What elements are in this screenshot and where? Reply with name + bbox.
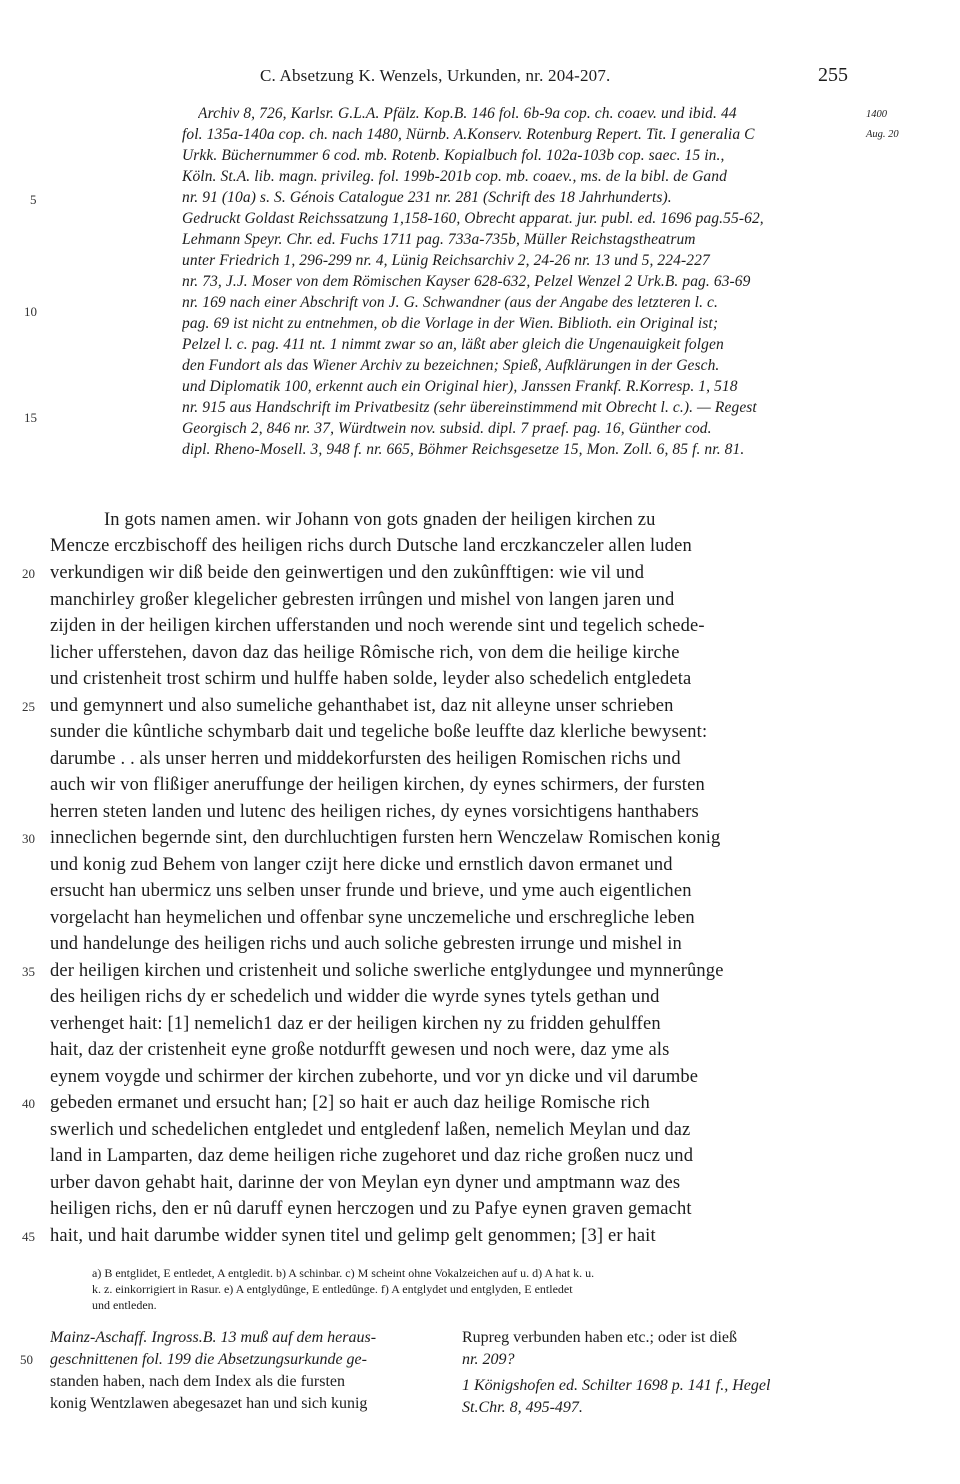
text-line: auch wir von flißiger aneruffunge der heiligen kirchen, dy eynes schirmers, der fursten (50, 775, 705, 795)
footnote-line: a) B entglidet, E entledet, A entgledit. b) A schinbar. c) M scheint ohne Vokalzeichen auf u. d) A hat k. u. (92, 1266, 595, 1280)
text-line: und gemynnert und also sumeliche gehanthabet ist, daz nit alleyne unser schrieben (50, 696, 674, 716)
source-line: den Fundort als das Wiener Archiv zu bezeichnen; Spieß, Aufklärungen in der Gesch. (182, 357, 720, 374)
note-line: Rupreg verbunden haben etc.; oder ist dieß (462, 1329, 738, 1346)
source-line: unter Friedrich 1, 296-299 nr. 4, Lünig Reichsarchiv 2, 24-26 nr. 13 und 5, 224-227 (182, 252, 710, 269)
text-line: verkundigen wir diß beide den geinwertigen und den zukûnfftigen: wie vil und (50, 563, 645, 583)
text-line: sunder die kûntliche schymbarb dait und tegeliche boße leuffte daz klerliche bewysent: (50, 722, 708, 742)
text-line: Mencze erczbischoff des heiligen richs durch Dutsche land erczkanczeler allen luden (50, 536, 692, 556)
source-line: und Diplomatik 100, erkennt auch ein Original hier), Janssen Frankf. R.Korresp. 1, 518 (182, 378, 738, 395)
text-line: swerlich und schedelichen entgledet und entgledenf laßen, nemelich Meylan und daz (50, 1120, 691, 1140)
footnote-line: 1 Königshofen ed. Schilter 1698 p. 141 f., Hegel (462, 1377, 771, 1394)
note-line: nr. 209? (462, 1351, 515, 1368)
text-line: des heiligen richs dy er schedelich und widder die wyrde synes tytels gethan und (50, 987, 660, 1007)
text-line: land in Lamparten, daz deme heiligen riche zugehoret und daz riche großen nucz und (50, 1146, 694, 1166)
margin-date-day: Aug. 20 (866, 129, 899, 140)
source-line: Georgisch 2, 846 nr. 37, Würdtwein nov. subsid. dipl. 7 praef. pag. 16, Günther cod. (182, 420, 712, 437)
text-line: In gots namen amen. wir Johann von gots gnaden der heiligen kirchen zu (104, 510, 656, 530)
line-number: 25 (22, 699, 35, 714)
source-line: dipl. Rheno-Mosell. 3, 948 f. nr. 665, Böhmer Reichsgesetze 15, Mon. Zoll. 6, 85 f. nr. 81. (182, 441, 745, 458)
line-number: 40 (22, 1096, 35, 1111)
text-line: vorgelacht han heymelichen und offenbar syne unczemeliche und erschregliche leben (50, 908, 695, 928)
line-number: 15 (24, 410, 37, 425)
text-line: darumbe . . als unser herren und middekorfursten des heiligen Romischen richs und (50, 749, 681, 769)
text-line: gebeden ermanet und ersucht han; [2] so hait er auch daz heilige Romische rich (50, 1093, 650, 1113)
source-line: Pelzel l. c. pag. 411 nt. 1 nimmt zwar so an, läßt aber gleich die Ungenauigkeit folgen (182, 336, 724, 353)
source-line: Gedruckt Goldast Reichssatzung 1,158-160, Obrecht apparat. jur. publ. ed. 1696 pag.55-62, (182, 210, 764, 227)
source-line: nr. 73, J.J. Moser von dem Römischen Kayser 628-632, Pelzel Wenzel 2 Urk.B. pag. 63-69 (182, 273, 751, 290)
text-line: heiligen richs, den er nû daruff eynen herczogen und zu Pafye eynen graven gemacht (50, 1199, 692, 1219)
line-number: 30 (22, 831, 35, 846)
source-line: nr. 915 aus Handschrift im Privatbesitz (sehr übereinstimmend mit Obrecht l. c.). — Regest (182, 399, 757, 416)
running-header-title: C. Absetzung K. Wenzels, Urkunden, nr. 204-207. (260, 66, 611, 85)
text-line: der heiligen kirchen und cristenheit und soliche swerliche entglydungee und mynnerûnge (50, 961, 724, 981)
note-line: Mainz-Aschaff. Ingross.B. 13 muß auf dem heraus- (50, 1329, 377, 1346)
source-line: Lehmann Speyr. Chr. ed. Fuchs 1711 pag. 733a-735b, Müller Reichstagstheatrum (182, 231, 696, 248)
line-number: 35 (22, 964, 35, 979)
note-line: standen haben, nach dem Index als die fursten (50, 1373, 346, 1390)
line-number: 50 (20, 1352, 33, 1367)
running-header (0, 62, 960, 90)
source-line: nr. 91 (10a) s. S. Génois Catalogue 231 nr. 281 (Schrift des 18 Jahrhunderts). (182, 189, 672, 206)
line-number: 45 (22, 1229, 35, 1244)
text-line: herren steten landen und lutenc des heiligen riches, dy eynes vorsichtigens hanthabers (50, 802, 699, 822)
text-line: licher ufferstehen, davon daz das heilige Rômische rich, von dem die heilige kirche (50, 643, 680, 663)
text-line: urber davon gehabt hait, darinne der von Meylan eyn dyner und amptmann waz des (50, 1173, 681, 1193)
text-line: hait, und hait darumbe widder synen titel und gelimp gelt genommen; [3] er hait (50, 1226, 656, 1246)
text-line: und cristenheit trost schirm und hulffe haben solde, leyder also schedelich entgledeta (50, 669, 692, 689)
text-line: zijden in der heiligen kirchen ufferstanden und noch werende sint und tegelich schede- (50, 616, 705, 636)
text-line: inneclichen begernde sint, den durchluchtigen fursten hern Wenczelaw Romischen konig (50, 828, 721, 848)
text-line: manchirley großer klegelicher gebresten irrûngen und mishel von langen jaren und (50, 590, 675, 610)
source-line: Archiv 8, 726, Karlsr. G.L.A. Pfälz. Kop.B. 146 fol. 6b-9a cop. ch. coaev. und ibid. 44 (198, 105, 737, 122)
note-line: geschnittenen fol. 199 die Absetzungsurkunde ge- (50, 1351, 367, 1368)
line-number: 5 (30, 192, 37, 207)
source-line: Urkk. Büchernummer 6 cod. mb. Rotenb. Kopialbuch fol. 102a-103b cop. saec. 15 in., (182, 147, 725, 164)
text-line: und konig zud Behem von langer czijt here dicke und ernstlich davon ermanet und (50, 855, 673, 875)
text-line: verhenget hait: [1] nemelich1 daz er der heiligen kirchen ny zu fridden gehulffen (50, 1014, 661, 1034)
source-line: nr. 169 nach einer Abschrift von J. G. Schwandner (aus der Angabe des letzteren l. c. (182, 294, 718, 311)
text-line: eynem voygde und schirmer der kirchen zubehorte, und vor yn dicke und vil darumbe (50, 1067, 699, 1087)
footnote-line: k. z. einkorrigiert in Rasur. e) A entglydûnge, E entledûnge. f) A entglydet und entglyden, E entledet (92, 1282, 573, 1296)
page-number: 255 (818, 64, 848, 86)
text-line: und handelunge des heiligen richs und auch soliche gebresten irrunge und mishel in (50, 934, 682, 954)
footnote-line: und entleden. (92, 1298, 157, 1312)
source-line: Köln. St.A. lib. magn. privileg. fol. 199b-201b cop. mb. coaev., ms. de la bibl. de Gand (182, 168, 727, 185)
source-line: fol. 135a-140a cop. ch. nach 1480, Nürnb. A.Konserv. Rotenburg Repert. Tit. I generalia C (182, 126, 755, 143)
line-number: 10 (24, 304, 37, 319)
note-line: konig Wentzlawen abegesazet han und sich kunig (50, 1395, 368, 1412)
line-number: 20 (22, 566, 35, 581)
footnote-line: St.Chr. 8, 495-497. (462, 1399, 583, 1416)
margin-date-year: 1400 (866, 109, 887, 120)
text-line: hait, daz der cristenheit eyne große notdurfft gewesen und noch were, daz yme als (50, 1040, 670, 1060)
source-line: pag. 69 ist nicht zu entnehmen, ob die Vorlage in der Wien. Biblioth. ein Original ist; (182, 315, 719, 332)
text-line: ersucht han ubermicz uns selben unser frunde und brieve, und yme auch eigentlichen (50, 881, 692, 901)
